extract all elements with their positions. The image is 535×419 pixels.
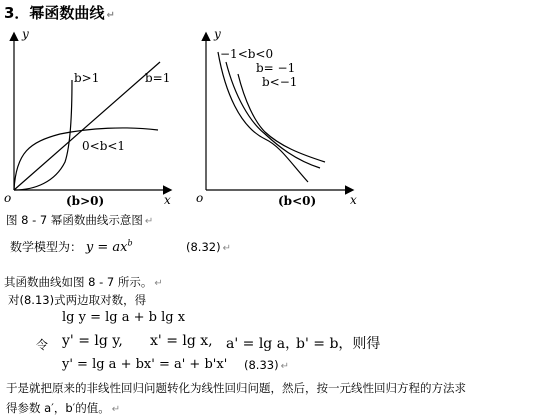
fig-right-y-label: y <box>214 27 221 41</box>
para-line-2: 得参数 a′，b′的值。 ↵ <box>6 401 121 415</box>
curve-b-gt-1 <box>14 80 72 190</box>
return-mark-icon: ↵ <box>222 243 231 254</box>
return-mark-icon: ↵ <box>280 361 289 372</box>
label-b-lt-neg1: b<−1 <box>262 75 298 89</box>
figure-caption: 图 8 - 7 幂函数曲线示意图 ↵ <box>6 213 154 227</box>
eq-sub-4: b' = b，则得 <box>296 336 381 352</box>
model-formula: $y = ax^b$ <box>85 238 133 255</box>
label-b-eq-1: b=1 <box>145 71 171 85</box>
model-line <box>10 238 133 255</box>
then-get: ，则得 <box>338 336 381 352</box>
fig-right-origin: o <box>196 191 204 205</box>
label-0-b-1: 0<b<1 <box>82 139 126 153</box>
return-mark-icon: ↵ <box>111 404 121 415</box>
eq-log: lg y = lg a + b lg x <box>62 310 186 325</box>
figure-right <box>190 22 380 212</box>
ling-label: 令 <box>36 338 49 352</box>
text-log-both: 对(8.13)式两边取对数，得 <box>8 293 147 307</box>
eq-sub-1: y' = lg y, <box>62 333 123 349</box>
label-neg1-b-0: −1<b<0 <box>220 47 274 61</box>
curve-0-b-1 <box>14 128 158 190</box>
para-line-1: 于是就把原来的非线性回归问题转化为线性回归问题，然后，按一元线性回归方程的方法求 <box>6 381 466 395</box>
eq-sub-3: a' = lg a， <box>226 336 300 352</box>
figure-left <box>0 22 185 212</box>
label-b-gt-1: b>1 <box>74 71 100 85</box>
model-eqno: (8.32) ↵ <box>186 240 231 254</box>
eq-linear-no: (8.33) ↵ <box>244 358 289 372</box>
text-curve-fig: 其函数曲线如图 8 - 7 所示。 ↵ <box>4 275 163 289</box>
fig-left-origin: o <box>4 191 12 205</box>
return-mark-icon: ↵ <box>106 10 115 21</box>
fig-right-x-label: x <box>350 193 357 207</box>
section-title: 3．幂函数曲线 ↵ <box>4 4 115 22</box>
return-mark-icon: ↵ <box>154 278 163 289</box>
eq-sub-2: x' = lg x, <box>150 333 213 349</box>
fig-left-y-label: y <box>22 27 29 41</box>
return-mark-icon: ↵ <box>144 216 154 227</box>
eq-linear: y' = lg a + bx' = a' + b'x' <box>62 357 228 372</box>
fig-right-caption: (b<0) <box>278 194 317 208</box>
model-label: 数学模型为： <box>10 240 83 254</box>
fig-left-x-label: x <box>164 193 171 207</box>
label-b-eq-neg1: b= −1 <box>256 61 296 75</box>
fig-left-caption: (b>0) <box>66 194 105 208</box>
